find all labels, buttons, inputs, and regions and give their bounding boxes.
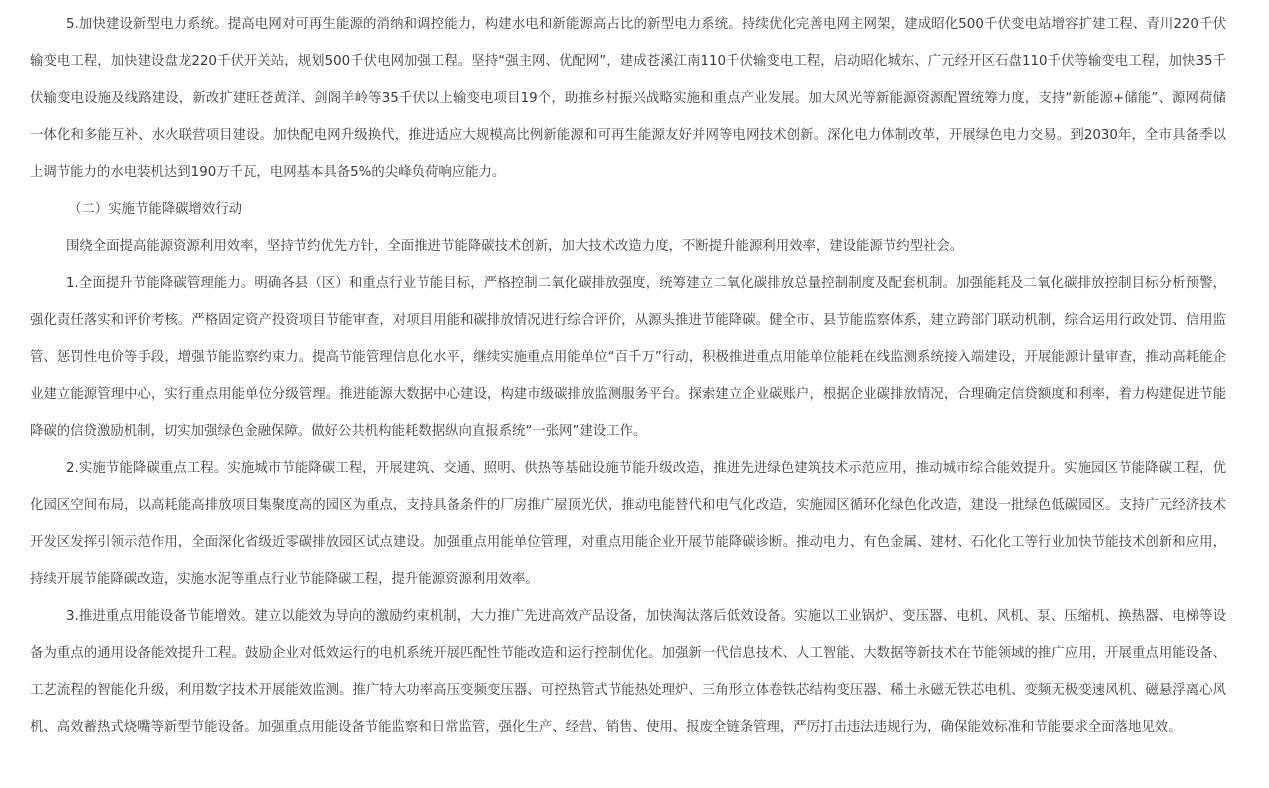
paragraph-management: 1.全面提升节能降碳管理能力。明确各县（区）和重点行业节能目标，严格控制二氧化碳排放强度，统筹建立二氧化碳排放总量控制制度及配套机制。加强能耗及二氧化碳排放控制目标分析预警，强化责任落实和评价考核。严格固定资产投资项目节能审查，对项目用能和碳排放情况进行综合评价，从源头推进节能降碳。健全市、县节能监察体系，建立跨部门联动机制，综合运用行政处罚、信用监管、惩罚性电价等手段，增强节能监察约束力。提高节能管理信息化水平，继续实施重点用能单位“百千万”行动，积极推进重点用能单位能耗在线监测系统接入端建设，开展能源计量审查，推动高耗能企业建立能源管理中心，实行重点用能单位分级管理。推进能源大数据中心建设，构建市级碳排放监测服务平台。探索建立企业碳账户，根据企业碳排放情况，合理确定信贷额度和利率，着力构建促进节能降碳的信贷激励机制，切实加强绿色金融保障。做好公共机构能耗数据纵向直报系统“一张网”建设工作。 [30,276,1226,439]
paragraph-equipment: 3.推进重点用能设备节能增效。建立以能效为导向的激励约束机制，大力推广先进高效产品设备，加快淘汰落后低效设备。实施以工业锅炉、变压器、电机、风机、泵、压缩机、换热器、电梯等设备为重点的通用设备能效提升工程。鼓励企业对低效运行的电机系统开展匹配性节能改造和运行控制优化。加强新一代信息技术、人工智能、大数据等新技术在节能领域的推广应用，开展重点用能设备、工艺流程的智能化升级，利用数字技术开展能效监测。推广特大功率高压变频变压器、可控热管式节能热处理炉、三角形立体卷铁芯结构变压器、稀土永磁无铁芯电机、变频无极变速风机、磁悬浮离心风机、高效蓄热式烧嘴等新型节能设备。加强重点用能设备节能监察和日常监管，强化生产、经营、销售、使用、报废全链条管理，严厉打击违法违规行为，确保能效标准和节能要求全面落地见效。 [30,609,1226,735]
article-body [30,6,1226,746]
paragraph-key-projects: 2.实施节能降碳重点工程。实施城市节能降碳工程，开展建筑、交通、照明、供热等基础设施节能升级改造，推进先进绿色建筑技术示范应用，推动城市综合能效提升。实施园区节能降碳工程，优化园区空间布局，以高耗能高排放项目集聚度高的园区为重点，支持具备条件的厂房推广屋顶光伏，推动电能替代和电气化改造，实施园区循环化绿色化改造，建设一批绿色低碳园区。支持广元经济技术开发区发挥引领示范作用，全面深化省级近零碳排放园区试点建设。加强重点用能单位管理，对重点用能企业开展节能降碳诊断。推动电力、有色金属、建材、石化化工等行业加快节能技术创新和应用，持续开展节能降碳改造，实施水泥等重点行业节能降碳工程，提升能源资源利用效率。 [30,461,1226,587]
paragraph-intro: 围绕全面提高能源资源利用效率，坚持节约优先方针，全面推进节能降碳技术创新，加大技术改造力度，不断提升能源利用效率，建设能源节约型社会。 [66,239,964,254]
paragraph-power-system: 5.加快建设新型电力系统。提高电网对可再生能源的消纳和调控能力，构建水电和新能源高占比的新型电力系统。持续优化完善电网主网架，建成昭化500千伏变电站增容扩建工程、青川220千伏输变电工程，加快建设盘龙220千伏开关站，规划500千伏电网加强工程。坚持“强主网、优配网”，建成苍溪江南110千伏输变电工程，启动昭化城东、广元经开区石盘110千伏等输变电工程，加快35千伏输变电设施及线路建设，新改扩建旺苍黄洋、剑阁羊岭等35千伏以上输变电项目19个，助推乡村振兴战略实施和重点产业发展。加大风光等新能源资源配置统筹力度，支持“新能源+储能”、源网荷储一体化和多能互补、水火联营项目建设。加快配电网升级换代，推进适应大规模高比例新能源和可再生能源友好并网等电网技术创新。深化电力体制改革，开展绿色电力交易。到2030年，全市具备季以上调节能力的水电装机达到190万千瓦，电网基本具备5%的尖峰负荷响应能力。 [30,17,1226,180]
section-heading: （二）实施节能降碳增效行动 [68,202,243,217]
